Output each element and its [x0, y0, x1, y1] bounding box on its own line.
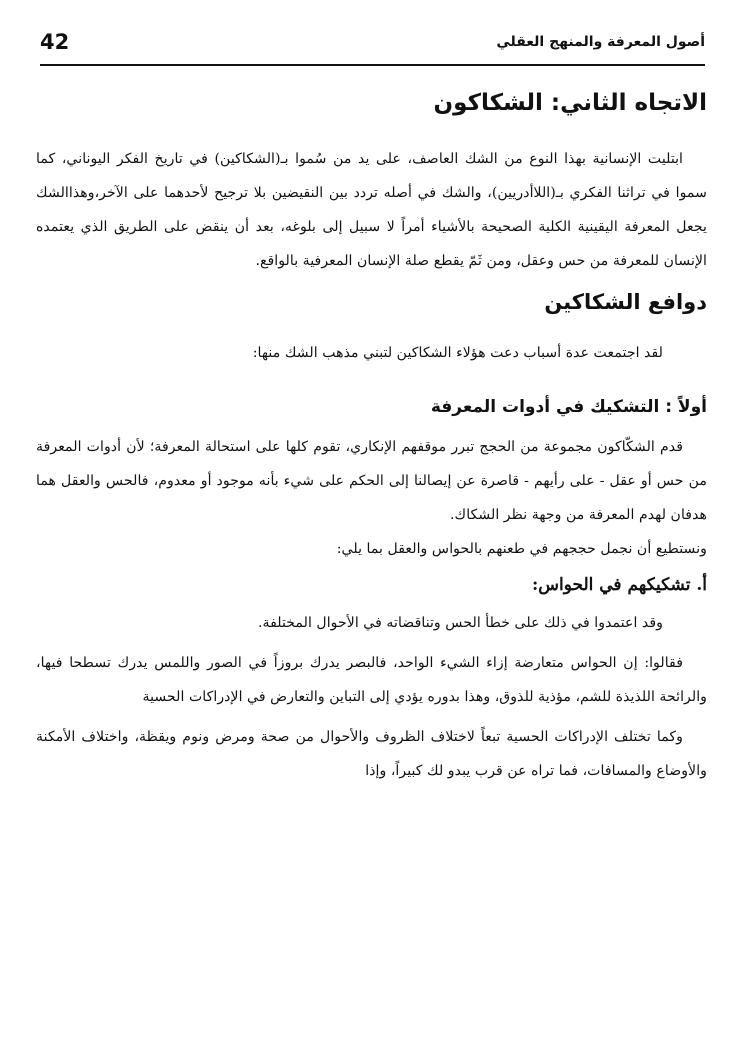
- first-heading: أولاً : التشكيك في أدوات المعرفة: [430, 397, 707, 417]
- senses-paragraph-2: فقالوا: إن الحواس متعارضة إزاء الشيء الواحد، فالبصر يدرك بروزاً في الصور واللمس يدرك تسطحا فيها، والرائحة اللذيذة للشم، مؤذية للذوق، وهذا بدوره يؤدي إلى التباين والتعارض في الإدراكات الحسية: [36, 655, 707, 705]
- motives-intro: لقد اجتمعت عدة أسباب دعت هؤلاء الشكاكين لتبني مذهب الشك منها:: [252, 345, 663, 361]
- first-paragraph-2: ونستطيع أن نجمل حججهم في طعنهم بالحواس والعقل بما يلي:: [336, 541, 707, 557]
- page-body: [36, 86, 707, 788]
- senses-paragraph-3: وكما تختلف الإدراكات الحسية تبعاً لاختلاف الظروف والأحوال من صحة ومرض ونوم ويقظة، واختلاف الأمكنة والأوضاع والمسافات، فما تراه عن قرب يبدو لك كبيراً، وإذا: [36, 729, 707, 779]
- page-header: [40, 28, 705, 66]
- page-number: 42: [40, 30, 70, 54]
- senses-line-1: وقد اعتمدوا في ذلك على خطأ الحس وتناقضاته في الأحوال المختلفة.: [258, 615, 663, 631]
- senses-heading: أ. تشكيكهم في الحواس:: [531, 575, 707, 595]
- section-paragraph: ابتليت الإنسانية بهذا النوع من الشك العاصف، على يد من سُموا بـ(الشكاكين) في تاريخ الفكر اليوناني، كما سموا في تراثنا الفكري بـ(اللاأدريين)، والشك في أصله تردد بين النقيضين بلا ترجيح لأحدهما على الآخر،وهذاالشك يجعل المعرفة اليقينية الكلية الصحيحة بالأشياء أمراً لا سبيل إلى بلوغه، بعد أن ينقض على الطريق الذي يعتمده الإنسان للمعرفة من حس وعقل، ومن ثَمّ يقطع صلة الإنسان المعرفية بالواقع.: [36, 151, 707, 269]
- first-paragraph: قدم الشكّاكون مجموعة من الحجج تبرر موقفهم الإنكاري، تقوم كلها على استحالة المعرفة؛ لأن أدوات المعرفة من حس أو عقل - على رأيهم - قاصرة عن إيصالنا إلى الحكم على شيء بأنه موجود أو معدوم، فالحس والعقل هما هدفان لهدم المعرفة من وجهة نظر الشكاك.: [36, 439, 707, 523]
- motives-heading: دوافع الشكاكين: [544, 290, 707, 314]
- running-title: أصول المعرفة والمنهج العقلي: [496, 34, 705, 50]
- section-title: الاتجاه الثاني: الشكاكون: [433, 90, 707, 116]
